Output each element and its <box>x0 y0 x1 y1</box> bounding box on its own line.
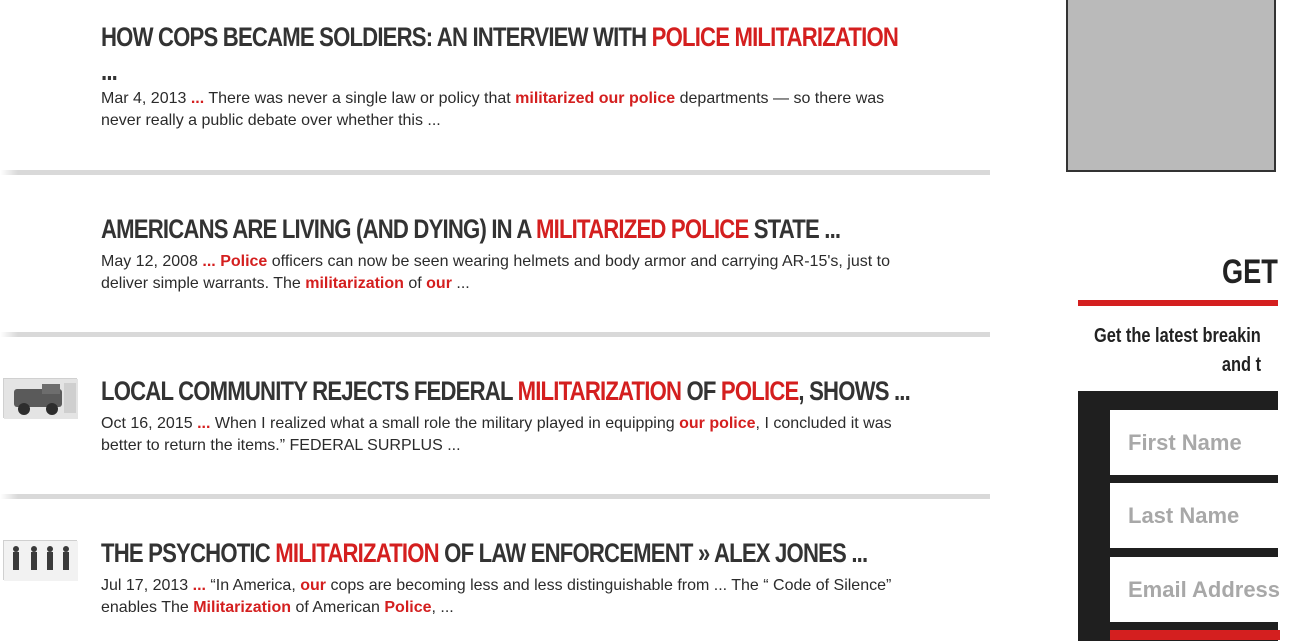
text-segment: ... <box>451 275 470 292</box>
text-segment: There was never a single law or policy that <box>204 90 516 107</box>
highlighted-text: our <box>300 577 326 594</box>
text-segment: LOCAL COMMUNITY REJECTS FEDERAL <box>101 376 518 406</box>
result-snippet <box>101 251 901 295</box>
text-segment: STATE ... <box>748 214 841 244</box>
text-segment: cops are becoming less and less distinguishable from ... The “ Code of Silence” enables The <box>101 577 892 616</box>
highlighted-text: our <box>426 275 452 292</box>
text-segment: THE PSYCHOTIC <box>101 538 276 568</box>
text-segment: of American <box>291 599 385 616</box>
result-title-link[interactable] <box>101 20 898 88</box>
result-title-link[interactable] <box>101 536 867 570</box>
signup-title-underline <box>1078 300 1278 306</box>
result-divider <box>0 494 990 499</box>
text-segment: Jul 17, 2013 <box>101 577 193 594</box>
text-segment: OF LAW ENFORCEMENT » ALEX JONES ... <box>438 538 868 568</box>
highlighted-text: ... <box>190 90 205 107</box>
text-segment: Mar 4, 2013 <box>101 90 191 107</box>
result-snippet <box>101 575 901 619</box>
text-segment: Oct 16, 2015 <box>101 415 198 432</box>
highlighted-text: militarization <box>305 275 404 292</box>
text-segment: officers can now be seen wearing helmets and body armor and carrying AR-15's, just to deliver simple warrants. The <box>101 253 890 292</box>
signup-title: GET <box>1222 253 1278 291</box>
highlighted-text: MILITARIZED POLICE <box>536 214 749 244</box>
text-segment: “In America, <box>205 577 301 594</box>
text-segment: AMERICANS ARE LIVING (AND DYING) IN A <box>101 214 537 244</box>
result-title-link[interactable] <box>101 374 910 408</box>
signup-description-line-1: Get the latest breakin <box>1094 325 1261 347</box>
highlighted-text: ... Police <box>202 253 268 270</box>
result-title-link[interactable] <box>101 212 840 246</box>
text-segment: of <box>403 275 427 292</box>
submit-button[interactable] <box>1110 630 1280 640</box>
text-segment: OF <box>681 376 721 406</box>
email-field[interactable] <box>1110 557 1280 622</box>
result-thumbnail-image[interactable] <box>3 378 77 418</box>
last-name-field[interactable] <box>1110 483 1280 548</box>
text-segment: HOW COPS BECAME SOLDIERS: AN INTERVIEW WITH <box>101 22 652 52</box>
highlighted-text: POLICE <box>720 376 799 406</box>
signup-description <box>1094 322 1291 380</box>
highlighted-text: MILITARIZATION <box>275 538 439 568</box>
highlighted-text: Militarization <box>193 599 291 616</box>
ad-placeholder <box>1066 0 1276 172</box>
text-segment: When I realized what a small role the military played in equipping <box>210 415 680 432</box>
text-segment: , SHOWS ... <box>798 376 910 406</box>
highlighted-text: ... <box>197 415 211 432</box>
highlighted-text: Police <box>384 599 432 616</box>
text-segment: departments — so there was never really a public debate over whether this ... <box>101 90 885 129</box>
highlighted-text: our police <box>679 415 756 432</box>
result-divider <box>0 332 990 337</box>
text-segment: May 12, 2008 <box>101 253 203 270</box>
highlighted-text: MILITARIZATION <box>517 376 682 406</box>
first-name-field[interactable] <box>1110 410 1280 475</box>
signup-description-line-2: and t <box>1221 354 1262 376</box>
title-continuation: ... <box>101 56 118 86</box>
result-snippet <box>101 413 901 457</box>
result-snippet <box>101 88 901 132</box>
text-segment: , I concluded it was better to return the items.” FEDERAL SURPLUS ... <box>101 415 892 454</box>
result-divider <box>0 170 990 175</box>
text-segment: , ... <box>431 599 454 616</box>
highlighted-text: militarized our police <box>515 90 676 107</box>
result-thumbnail-image[interactable] <box>3 540 77 580</box>
highlighted-text: ... <box>192 577 206 594</box>
highlighted-text: POLICE MILITARIZATION <box>651 22 899 52</box>
